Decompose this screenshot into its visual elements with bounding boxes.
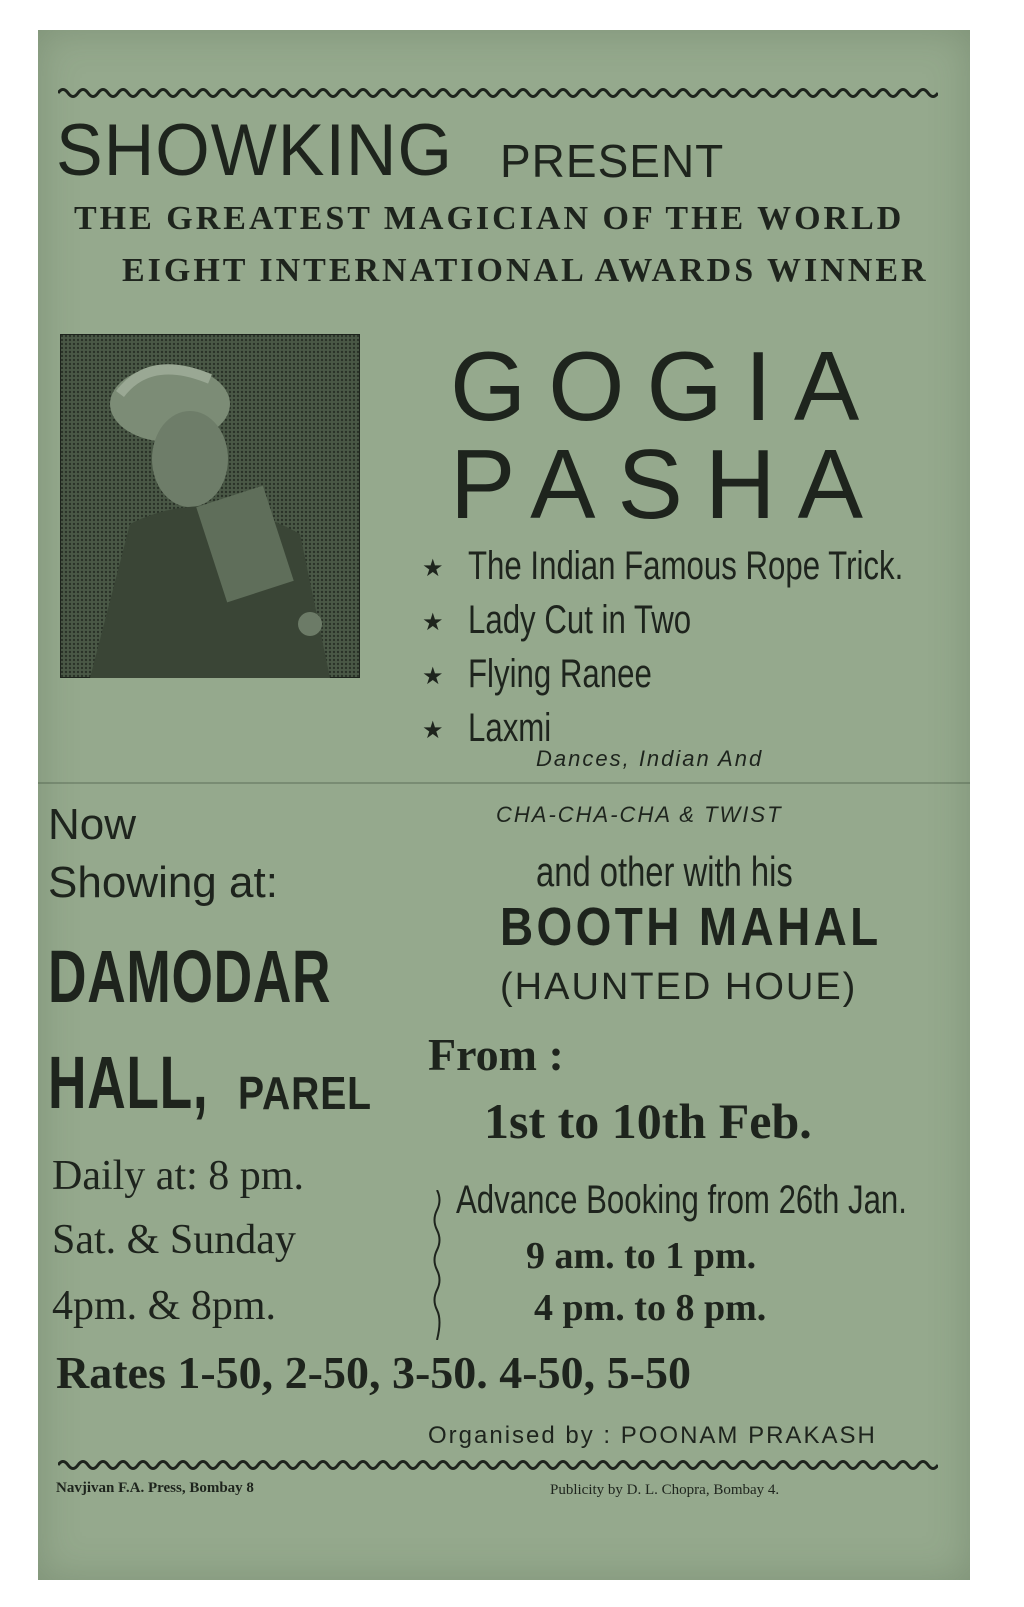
publicity-credit: Publicity by D. L. Chopra, Bombay 4. [550, 1482, 780, 1498]
star-bullet-icon: ★ [422, 609, 444, 636]
star-bullet-icon: ★ [422, 663, 444, 690]
handbill-paper [38, 30, 970, 1580]
from-label: From : [428, 1029, 564, 1080]
hall-name: DAMODAR [48, 935, 332, 1018]
act-rope-trick: The Indian Famous Rope Trick. [468, 544, 904, 588]
top-wavy-border [58, 86, 938, 100]
present-word: PRESENT [500, 135, 725, 187]
magician-first-name: GOGIA [450, 331, 882, 441]
tagline-awards: EIGHT INTERNATIONAL AWARDS WINNER [122, 252, 929, 289]
act-flying-ranee: Flying Ranee [468, 652, 652, 696]
weekend-days: Sat. & Sunday [52, 1217, 296, 1263]
presenter-name: SHOWKING [56, 109, 453, 191]
magician-portrait [60, 334, 360, 678]
booth-mahal-title: BOOTH MAHAL [500, 897, 882, 957]
booking-morning: 9 am. to 1 pm. [526, 1235, 757, 1277]
weekend-times: 4pm. & 8pm. [52, 1283, 277, 1329]
daily-timing: Daily at: 8 pm. [52, 1153, 304, 1199]
booking-evening: 4 pm. to 8 pm. [534, 1287, 767, 1329]
star-bullet-icon: ★ [422, 717, 444, 744]
ticket-rates: Rates 1-50, 2-50, 3-50. 4-50, 5-50 [56, 1347, 691, 1398]
showing-at-label: Showing at: [48, 858, 278, 907]
star-bullet-icon: ★ [422, 555, 444, 582]
hall-area: PAREL [238, 1067, 372, 1119]
tagline-greatest: THE GREATEST MAGICIAN OF THE WORLD [74, 200, 905, 237]
date-range: 1st to 10th Feb. [484, 1093, 812, 1149]
column-divider [430, 1190, 444, 1340]
dances-line: Dances, Indian And [536, 746, 764, 771]
hall-word: HALL, [48, 1041, 209, 1124]
fold-line [38, 782, 970, 784]
other-acts-line: and other with his [536, 848, 793, 895]
advance-booking: Advance Booking from 26th Jan. [456, 1178, 907, 1222]
booth-mahal-subtitle: (HAUNTED HOUE) [500, 966, 858, 1008]
press-credit: Navjivan F.A. Press, Bombay 8 [56, 1480, 254, 1496]
act-laxmi: Laxmi [468, 706, 552, 750]
magician-last-name: PASHA [450, 429, 885, 539]
bottom-wavy-border [58, 1458, 938, 1472]
dance-styles: CHA-CHA-CHA & TWIST [496, 802, 783, 827]
organiser: Organised by : POONAM PRAKASH [428, 1422, 877, 1449]
now-label: Now [48, 800, 137, 849]
act-lady-cut: Lady Cut in Two [468, 598, 692, 642]
